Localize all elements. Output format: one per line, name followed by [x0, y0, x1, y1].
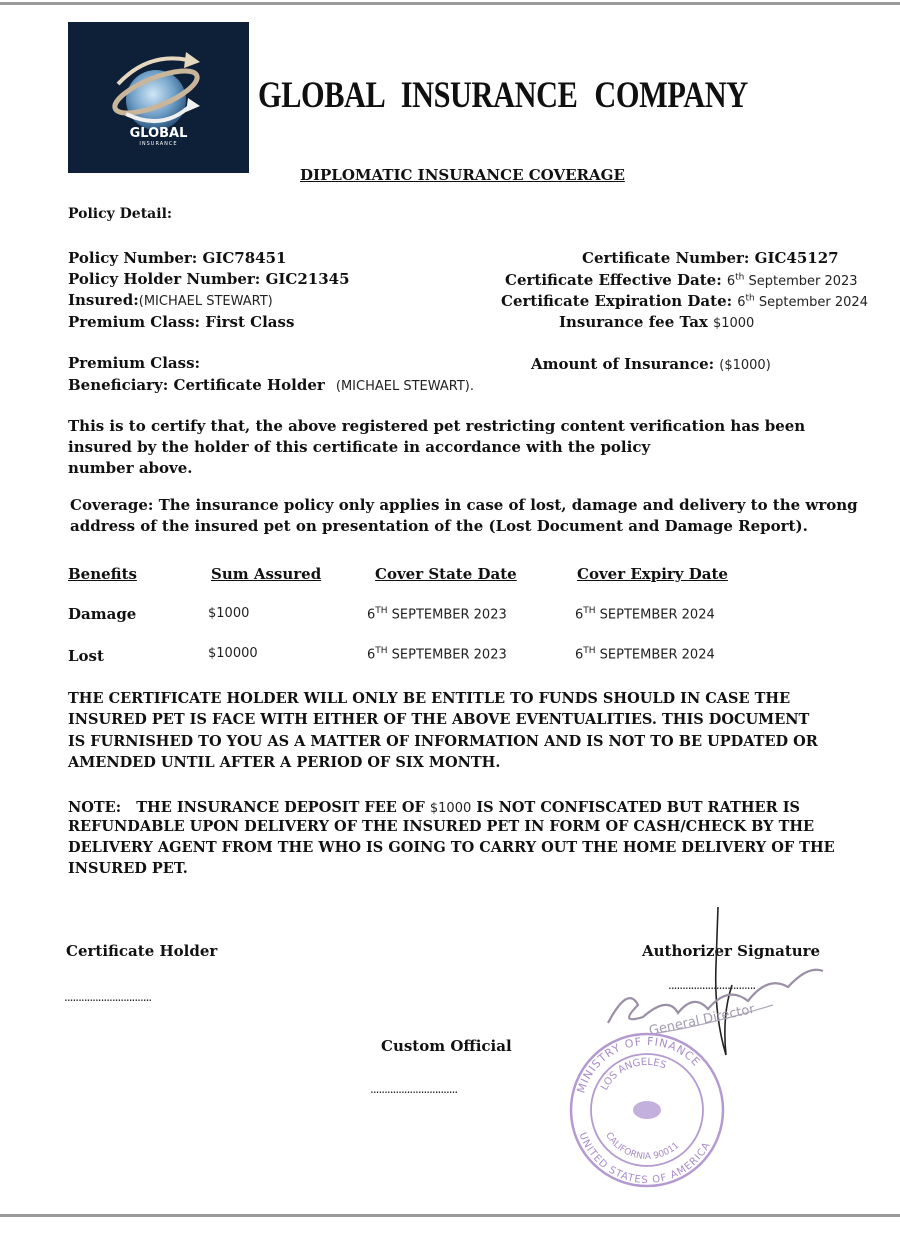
ministry-stamp [562, 1030, 732, 1190]
field-label: Policy Holder Number: GIC21345 [68, 270, 350, 288]
amount-label: Amount of Insurance: [531, 355, 715, 373]
field-label: Policy Number: GIC78451 [68, 249, 287, 267]
field-value: $1000 [712, 316, 755, 331]
left-field [68, 269, 350, 288]
field-label: Insured: [68, 291, 139, 309]
authorizer-signature-label: Authorizer Signature [642, 942, 821, 960]
field-value: 6th September 2023 [726, 272, 858, 289]
note-line: REFUNDABLE UPON DELIVERY OF THE INSURED PET IN FORM OF CASH/CHECK BY THE [68, 818, 815, 835]
notice-line: AMENDED UNTIL AFTER A PERIOD OF SIX MONTH. [68, 754, 501, 771]
field-value: (MICHAEL STEWART) [138, 294, 273, 309]
svg-text:CALIFORNIA 90011 [603, 1131, 681, 1162]
note-prefix: NOTE: THE INSURANCE DEPOSIT FEE OF [68, 799, 425, 816]
field-value: 6th September 2024 [737, 293, 868, 310]
coverage-line: Coverage: The insurance policy only applies in case of lost, damage and delivery to the wrong [70, 496, 858, 514]
right-field [559, 312, 754, 331]
note-amount: $1000 [429, 801, 472, 816]
notice-line: THE CERTIFICATE HOLDER WILL ONLY BE ENTITLE TO FUNDS SHOULD IN CASE THE [68, 690, 791, 707]
table-cell-benefit: Damage [68, 605, 137, 623]
stamp-country: UNITED STATES OF AMERICA [576, 1131, 714, 1187]
certify-line: number above. [68, 459, 193, 477]
table-cell-start-date: 6TH SEPTEMBER 2023 [367, 606, 507, 623]
notice-line: IS FURNISHED TO YOU AS A MATTER OF INFORMATION AND IS NOT TO BE UPDATED OR [68, 733, 818, 750]
notice-line: INSURED PET IS FACE WITH EITHER OF THE ABOVE EVENTUALITIES. THIS DOCUMENT [68, 711, 810, 728]
table-cell-sum: $1000 [208, 606, 250, 621]
logo-brand: GLOBAL [129, 126, 188, 141]
left-field [68, 290, 273, 309]
document-title: DIPLOMATIC INSURANCE COVERAGE [300, 166, 625, 184]
stamp-city: LOS ANGELES [599, 1056, 668, 1093]
policy-detail-heading: Policy Detail: [68, 206, 173, 222]
table-cell-sum: $10000 [208, 646, 258, 661]
logo-tagline: INSURANCE [139, 141, 178, 147]
bottom-border [0, 1214, 900, 1217]
note-line: INSURED PET. [68, 860, 188, 877]
holder-signature-line: ............................... [64, 990, 152, 1004]
field-label: Certificate Number: GIC45127 [582, 249, 839, 267]
field-label: Premium Class: First Class [68, 313, 295, 331]
amount-of-insurance [531, 354, 771, 373]
note-line: DELIVERY AGENT FROM THE WHO IS GOING TO CARRY OUT THE HOME DELIVERY OF THE [68, 839, 835, 856]
table-header: Cover Expiry Date [577, 565, 728, 583]
right-field [505, 270, 858, 289]
stamp-emblem-icon [633, 1101, 661, 1119]
company-logo [68, 22, 249, 173]
stamp-top-text: MINISTRY OF FINANCE [574, 1034, 704, 1095]
beneficiary-label: Beneficiary: Certificate Holder [68, 376, 325, 394]
table-cell-end-date: 6TH SEPTEMBER 2024 [575, 606, 715, 623]
top-border [0, 2, 900, 5]
table-header: Sum Assured [211, 565, 322, 583]
table-header: Benefits [68, 565, 137, 583]
field-label: Certificate Expiration Date: [501, 292, 733, 310]
authorizer-signature-line: ............................... [668, 978, 756, 992]
beneficiary [68, 375, 474, 394]
company-name: GLOBAL INSURANCE COMPANY [258, 75, 748, 116]
certify-line: This is to certify that, the above registered pet restricting content verification has been [68, 417, 806, 435]
certify-line: insured by the holder of this certificate in accordance with the policy [68, 438, 651, 456]
left-field [68, 248, 286, 267]
stamp-state: CALIFORNIA 90011 [603, 1130, 682, 1163]
custom-official-label: Custom Official [381, 1037, 512, 1055]
amount-value: ($1000) [719, 358, 771, 373]
right-field [501, 291, 868, 310]
table-cell-end-date: 6TH SEPTEMBER 2024 [575, 646, 715, 663]
note-suffix: IS NOT CONFISCATED BUT RATHER IS [476, 799, 800, 816]
field-label: Certificate Effective Date: [505, 271, 722, 289]
left-field [68, 312, 294, 331]
coverage-line: address of the insured pet on presentation of the (Lost Document and Damage Report). [70, 517, 808, 535]
svg-text:LOS ANGELES [599, 1057, 668, 1092]
right-field [582, 248, 839, 267]
table-cell-start-date: 6TH SEPTEMBER 2023 [367, 646, 507, 663]
signature-title: General Director [647, 1001, 757, 1039]
custom-official-signature-line: ............................... [370, 1082, 458, 1096]
premium-class-label: Premium Class: [68, 354, 201, 372]
certificate-holder-label: Certificate Holder [66, 942, 218, 960]
field-label: Insurance fee Tax [559, 313, 708, 331]
table-header: Cover State Date [375, 565, 517, 583]
note-line [68, 797, 800, 816]
beneficiary-value: (MICHAEL STEWART). [335, 379, 475, 394]
globe-icon [68, 22, 249, 173]
table-cell-benefit: Lost [68, 647, 104, 665]
